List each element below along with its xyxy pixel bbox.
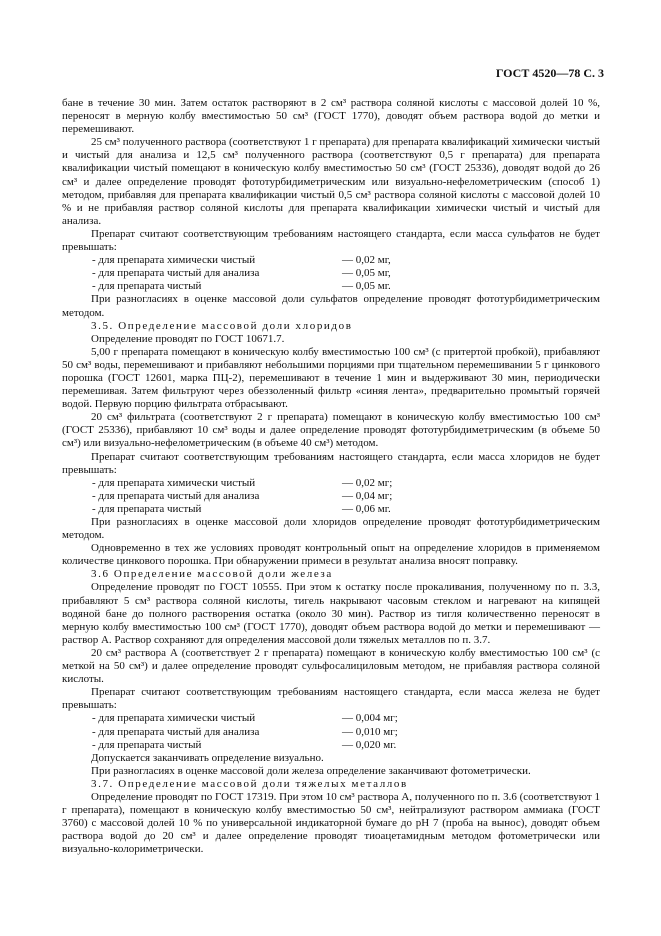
section-heading-3-5: 3.5. Определение массовой доли хлоридов	[91, 319, 353, 332]
paragraph: Определение проводят по ГОСТ 10555. При этом к остатку после прокаливания, полученному по п. 3.3, прибавляют 5 см³ раствора соляной кислоты, тигель накрывают часовым стеклом и нагревают на кипящей водяной бане до полного растворения остатка (около 30 мин). Раствор из тигля количественно переносят в мерную колбу вместимостью 100 см³ (ГОСТ 1770), доводят объем раствора водой до метки и перемешивают — раствор А. Раствор сохраняют для определения массовой доли тяжелых металлов по п. 3.7.	[62, 581, 600, 646]
paragraph: Препарат считают соответствующим требованиям настоящего стандарта, если масса железа не будет превышать:	[62, 686, 600, 712]
paragraph: 25 см³ полученного раствора (соответствуют 1 г препарата) для препарата квалификаций химически чистый и чистый для анализа и 12,5 см³ полученного раствора (соответствуют 0,5 г препарата) для препарата квалификации чистый помещают в коническую колбу вместимостью 50 см³ (ГОСТ 25336), доводят водой до 26 см³ и далее определение проводят фототурбидиметрическим или визуально-нефелометрическим (способ 1) методом, прибавляя для препарата квалификации чистый 0,5 см³ раствора соляной кислоты с массовой долей 10 % и не прибавляя раствор соляной кислоты для препарата квалификации химически чистый и чистый для анализа.	[62, 136, 600, 227]
page-header: ГОСТ 4520—78 С. 3	[495, 66, 604, 80]
list-item: - для препарата чистый — 0,020 мг.	[92, 738, 397, 751]
list-item: - для препарата чистый для анализа — 0,010 мг;	[92, 725, 398, 738]
paragraph: При разногласиях в оценке массовой доли сульфатов определение проводят фототурбидиметрическим методом.	[62, 293, 600, 319]
paragraph: При разногласиях в оценке массовой доли железа определение заканчивают фотометрически.	[91, 764, 531, 777]
paragraph: 20 см³ раствора А (соответствует 2 г препарата) помещают в коническую колбу вместимостью 100 см³ (с меткой на 50 см³) и далее определение проводят сульфосалициловым методом, не прибавляя раствора соляной кислоты.	[62, 646, 600, 686]
chlorides-limits-list	[62, 477, 600, 516]
paragraph: бане в течение 30 мин. Затем остаток растворяют в 2 см³ раствора соляной кислоты с массовой долей 10 %, переносят в мерную колбу вместимостью 50 см³ (ГОСТ 1770), доводят объем раствора водой до метки и перемешивают.	[62, 97, 600, 136]
paragraph: Допускается заканчивать определение визуально.	[91, 751, 324, 764]
paragraph: Определение проводят по ГОСТ 10671.7.	[91, 332, 285, 345]
paragraph: Препарат считают соответствующим требованиям настоящего стандарта, если масса сульфатов не будет превышать:	[62, 227, 600, 254]
paragraph: Одновременно в тех же условиях проводят контрольный опыт на определение хлоридов в применяемом количестве цинкового порошка. При обнаружении примеси в результат анализа вносят поправку.	[62, 542, 600, 568]
section-heading-3-6: 3.6 Определение массовой доли железа	[91, 568, 333, 581]
paragraph: Определение проводят по ГОСТ 17319. При этом 10 см³ раствора А, полученного по п. 3.6 (соответствуют 1 г препарата), помещают в коническую колбу вместимостью 50 см³, нейтрализуют раствором аммиака (ГОСТ 3760) с массовой долей 10 % по универсальной индикаторной бумаге до pH 7 (проба на вынос), доводят объем раствора водой до 20 см³ и далее определение проводят тиоацетамидным методом фотометрически или визуально-колориметрически.	[62, 790, 600, 856]
paragraph: Препарат считают соответствующим требованиям настоящего стандарта, если масса хлоридов не будет превышать:	[62, 450, 600, 476]
list-item: - для препарата химически чистый — 0,02 мг,	[92, 254, 391, 267]
list-item: - для препарата чистый — 0,06 мг.	[92, 502, 391, 515]
section-heading-3-7: 3.7. Определение массовой доли тяжелых металлов	[91, 777, 408, 790]
page-content	[62, 97, 600, 856]
paragraph: 5,00 г препарата помещают в коническую колбу вместимостью 100 см³ (с притертой пробкой), прибавляют 50 см³ воды, перемешивают и прибавляют небольшими порциями при тщательном перемешивании 5 г цинкового порошка (ГОСТ 12601, марка ПЦ-2), перемешивают в течение 1 мин и выдерживают 30 мин, периодически перемешивая. Затем фильтруют через обеззоленный фильтр «синяя лента», предварительно промытый горячей водой. Первую порцию фильтрата отбрасывают.	[62, 345, 600, 411]
list-item: - для препарата чистый для анализа — 0,04 мг;	[92, 489, 393, 502]
list-item: - для препарата чистый — 0,05 мг.	[92, 280, 391, 293]
list-item: - для препарата химически чистый — 0,004 мг;	[92, 712, 398, 725]
list-item: - для препарата химически чистый — 0,02 мг;	[92, 476, 393, 489]
sulfates-limits-list	[62, 254, 600, 293]
list-item: - для препарата чистый для анализа — 0,05 мг,	[92, 267, 391, 280]
iron-limits-list	[62, 712, 600, 751]
paragraph: 20 см³ фильтрата (соответствуют 2 г препарата) помещают в коническую колбу вместимостью 100 см³ (ГОСТ 25336), прибавляют 10 см³ воды и далее определение проводят фототурбидиметрическим (в объеме 50 см³) или визуально-нефелометрическим (в объеме 40 см³) методом.	[62, 411, 600, 450]
paragraph: При разногласиях в оценке массовой доли хлоридов определение проводят фототурбидиметрическим методом.	[62, 516, 600, 542]
